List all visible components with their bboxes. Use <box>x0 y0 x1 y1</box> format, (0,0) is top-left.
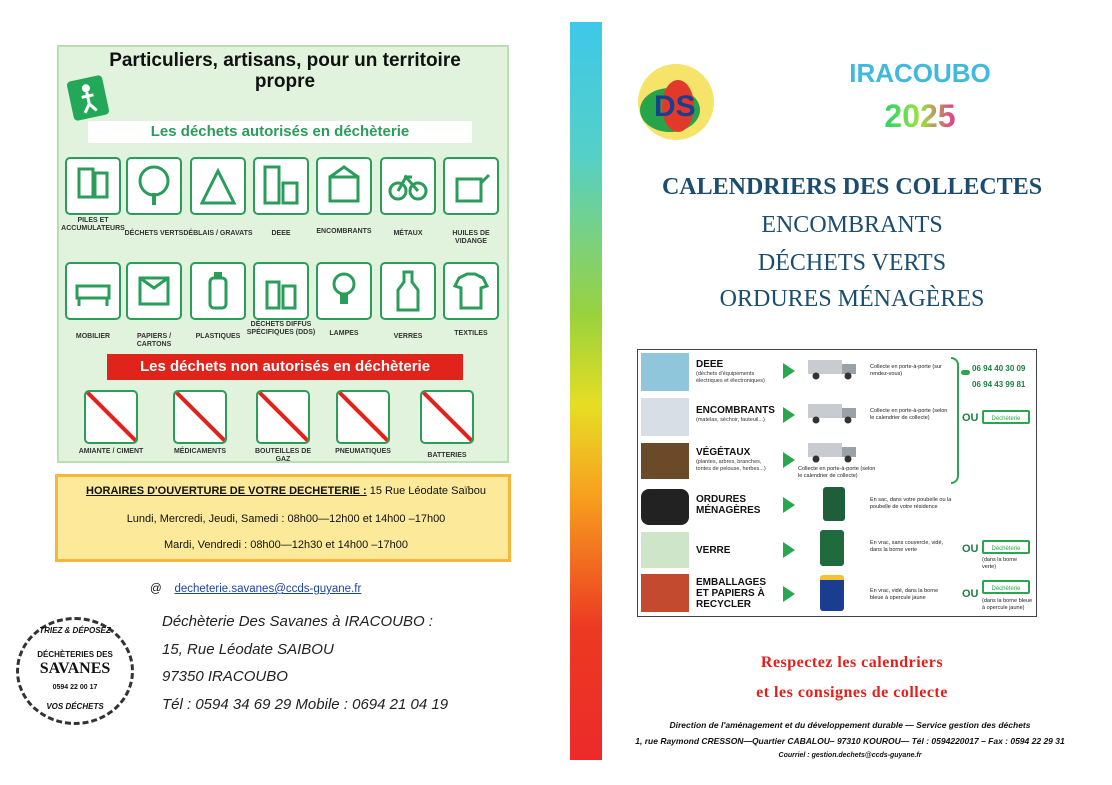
label-bulky: ENCOMBRANTS <box>316 228 372 235</box>
row-bulky-note: Collecte en porte-à-porte (selon le calendrier de collecte) <box>870 408 948 421</box>
or-label: OU <box>962 588 979 600</box>
row-packaging-name: EMBALLAGES ET PAPIERS À RECYCLER <box>696 577 766 610</box>
arrow-icon <box>783 452 795 468</box>
furniture-icon <box>65 262 121 320</box>
year <box>800 98 1040 135</box>
label-green-waste: DÉCHETS VERTS <box>124 230 184 237</box>
stamp-name: SAVANES <box>39 660 111 677</box>
left-title: Particuliers, artisans, pour un territoire propre <box>109 50 461 92</box>
decheterie-glass-note: (dans la borne verte) <box>982 557 1018 570</box>
hours-line-1: Lundi, Mercredi, Jeudi, Samedi : 08h00—12h00 et 14h00 –17h00 <box>126 513 446 525</box>
hours-address: 15 Rue Léodate Saïbou <box>369 485 486 497</box>
footer-line-3: Courriel : gestion.dechets@ccds-guyane.fr <box>778 752 922 759</box>
truck-icon <box>808 358 858 380</box>
label-textiles: TEXTILES <box>454 330 488 337</box>
bracket <box>951 357 959 484</box>
label-paper: PAPIERS / CARTONS <box>136 333 172 348</box>
or-label: OU <box>962 543 979 555</box>
label-dds: DÉCHETS DIFFUS SPÉCIFIQUES (DDS) <box>246 321 316 336</box>
address-line-3: 97350 IRACOUBO <box>162 668 288 685</box>
row-bulky-name: ENCOMBRANTS <box>696 405 775 416</box>
packaging-bin-icon <box>820 575 844 611</box>
label-gas: BOUTEILLES DE GAZ <box>254 448 311 463</box>
row-vegetation-note: Collecte en porte-à-porte (selon le calendrier de collecte) <box>798 466 876 479</box>
tire-icon <box>336 390 390 444</box>
row-packaging-note: En vrac, vidé, dans la borne bleue à opercule jaune <box>870 588 939 601</box>
glass-photo <box>641 532 689 568</box>
decheterie-tag: Déchèterie <box>982 410 1030 424</box>
arrow-icon <box>783 363 795 379</box>
plastic-bottle-icon <box>190 262 246 320</box>
label-furniture: MOBILIER <box>75 333 111 340</box>
respect-line-1: Respectez les calendriers <box>760 654 944 671</box>
label-deee: DEEE <box>271 230 291 237</box>
footer-line-2: 1, rue Raymond CRESSON—Quartier CABALOU– 97310 KOUROU— Tél : 0594220017 – Fax : 0594 22 29 31 <box>635 736 1065 746</box>
hours-heading: HORAIRES D'OUVERTURE DE VOTRE DECHETERIE : <box>86 485 367 497</box>
arrow-icon <box>783 542 795 558</box>
opening-hours-box <box>55 474 511 562</box>
svg-text:DS: DS <box>654 90 696 123</box>
packaging-photo <box>641 574 689 612</box>
stamp-middle: DÉCHÈTERIES DES <box>37 650 113 659</box>
respect-line-2: et les consignes de collecte <box>756 684 948 701</box>
decheteries-stamp-logo <box>16 617 134 725</box>
label-rubble: DÉBLAIS / GRAVATS <box>183 230 253 237</box>
arrow-icon <box>783 407 795 423</box>
asbestos-icon <box>84 390 138 444</box>
row-vegetation-sub: (plantes, arbres, branches, tontes de pelouse, herbes...) <box>696 459 766 472</box>
label-asbestos: AMIANTE / CIMENT <box>78 448 144 455</box>
rainbow-stripe <box>570 22 602 760</box>
address-line-2: 15, Rue Léodate SAIBOU <box>162 641 334 658</box>
glass-bottle-icon <box>380 262 436 320</box>
medicine-icon <box>173 390 227 444</box>
rubble-icon <box>190 157 246 215</box>
headline: CALENDRIERS DES COLLECTES <box>661 174 1043 200</box>
email-line <box>150 583 361 595</box>
row-deee-name: DEEE <box>696 359 724 370</box>
trash-bag-photo <box>641 489 689 525</box>
subtitle-bulky: ENCOMBRANTS <box>761 212 943 238</box>
deee-photo <box>641 353 689 391</box>
hours-heading-line <box>58 485 514 497</box>
truck-icon <box>808 441 858 463</box>
subtitle-green-waste: DÉCHETS VERTS <box>757 250 947 276</box>
label-tires: PNEUMATIQUES <box>335 448 391 455</box>
row-vegetation-name: VÉGÉTAUX <box>696 447 751 458</box>
household-bin-icon <box>823 487 845 521</box>
cardboard-icon <box>126 262 182 320</box>
label-medicine: MÉDICAMENTS <box>173 448 227 455</box>
decheterie-packaging-note: (dans la borne bleue à opercule jaune) <box>982 598 1033 611</box>
allowed-waste-title: Les déchets autorisés en déchèterie <box>88 121 472 143</box>
label-lamps: LAMPES <box>329 330 359 337</box>
stamp-bottom: VOS DÉCHETS <box>46 702 104 711</box>
label-oil: HUILES DE VIDANGE <box>452 230 490 245</box>
year-text: 2025 <box>884 98 956 134</box>
phone-1: 06 94 40 30 09 <box>972 364 1026 373</box>
subtitle-household: ORDURES MÉNAGÈRES <box>719 286 985 312</box>
gas-bottle-icon <box>256 390 310 444</box>
arrow-icon <box>783 586 795 602</box>
decheterie-tag: Déchèterie <box>982 540 1030 554</box>
hours-line-2: Mardi, Vendredi : 08h00—12h30 et 14h00 –17h00 <box>163 539 409 551</box>
forbidden-waste-title: Les déchets non autorisés en déchèterie <box>107 354 463 380</box>
bulky-items-icon <box>316 157 372 215</box>
tree-icon <box>126 157 182 215</box>
decheterie-tag: Déchèterie <box>982 580 1030 594</box>
label-plastics: PLASTIQUES <box>195 333 241 340</box>
vegetation-photo <box>641 443 689 479</box>
email-link[interactable]: decheterie.savanes@ccds-guyane.fr <box>174 583 362 595</box>
city-name: IRACOUBO <box>849 58 991 88</box>
appliance-icon <box>253 157 309 215</box>
row-glass-note: En vrac, sans couvercle, vidé, dans la borne verte <box>870 540 944 553</box>
arrow-icon <box>783 497 795 513</box>
car-battery-icon <box>420 390 474 444</box>
oil-can-icon <box>443 157 499 215</box>
stamp-top: TRIEZ & DÉPOSEZ <box>39 626 111 635</box>
row-household-name: ORDURES MÉNAGÈRES <box>696 494 761 516</box>
ccds-logo <box>622 44 728 160</box>
truck-icon <box>808 402 858 424</box>
phone-icon <box>961 370 970 375</box>
label-batteries: PILES ET ACCUMULATEURS <box>61 217 125 232</box>
address-line-4: Tél : 0594 34 69 29 Mobile : 0694 21 04 19 <box>162 696 449 713</box>
row-glass-name: VERRE <box>696 545 731 556</box>
glass-bin-icon <box>820 530 844 566</box>
label-car-battery: BATTERIES <box>427 452 467 459</box>
row-deee-note: Collecte en porte-à-porte (sur rendez-vous) <box>870 364 942 377</box>
footer-line-1: Direction de l'aménagement et du développement durable — Service gestion des déchets <box>669 720 1031 730</box>
bulky-photo <box>641 398 689 436</box>
stamp-phone: 0594 22 00 17 <box>52 684 98 691</box>
address-line-1: Déchèterie Des Savanes à IRACOUBO : <box>162 613 433 630</box>
row-deee-sub: (déchets d'équipements électriques et électroniques) <box>696 371 765 384</box>
phone-2: 06 94 43 99 81 <box>972 380 1026 389</box>
batteries-icon <box>65 157 121 215</box>
row-household-note: En sac, dans votre poubelle ou la poubelle de votre résidence <box>870 497 952 510</box>
textile-icon <box>443 262 499 320</box>
at-symbol: @ <box>150 583 162 595</box>
row-bulky-sub: (matelas, séchoir, fauteuil...) <box>696 417 765 423</box>
or-label: OU <box>962 412 979 424</box>
chemicals-icon <box>253 262 309 320</box>
label-metals: MÉTAUX <box>393 230 423 237</box>
label-glass: VERRES <box>393 333 423 340</box>
bicycle-icon <box>380 157 436 215</box>
lamp-icon <box>316 262 372 320</box>
